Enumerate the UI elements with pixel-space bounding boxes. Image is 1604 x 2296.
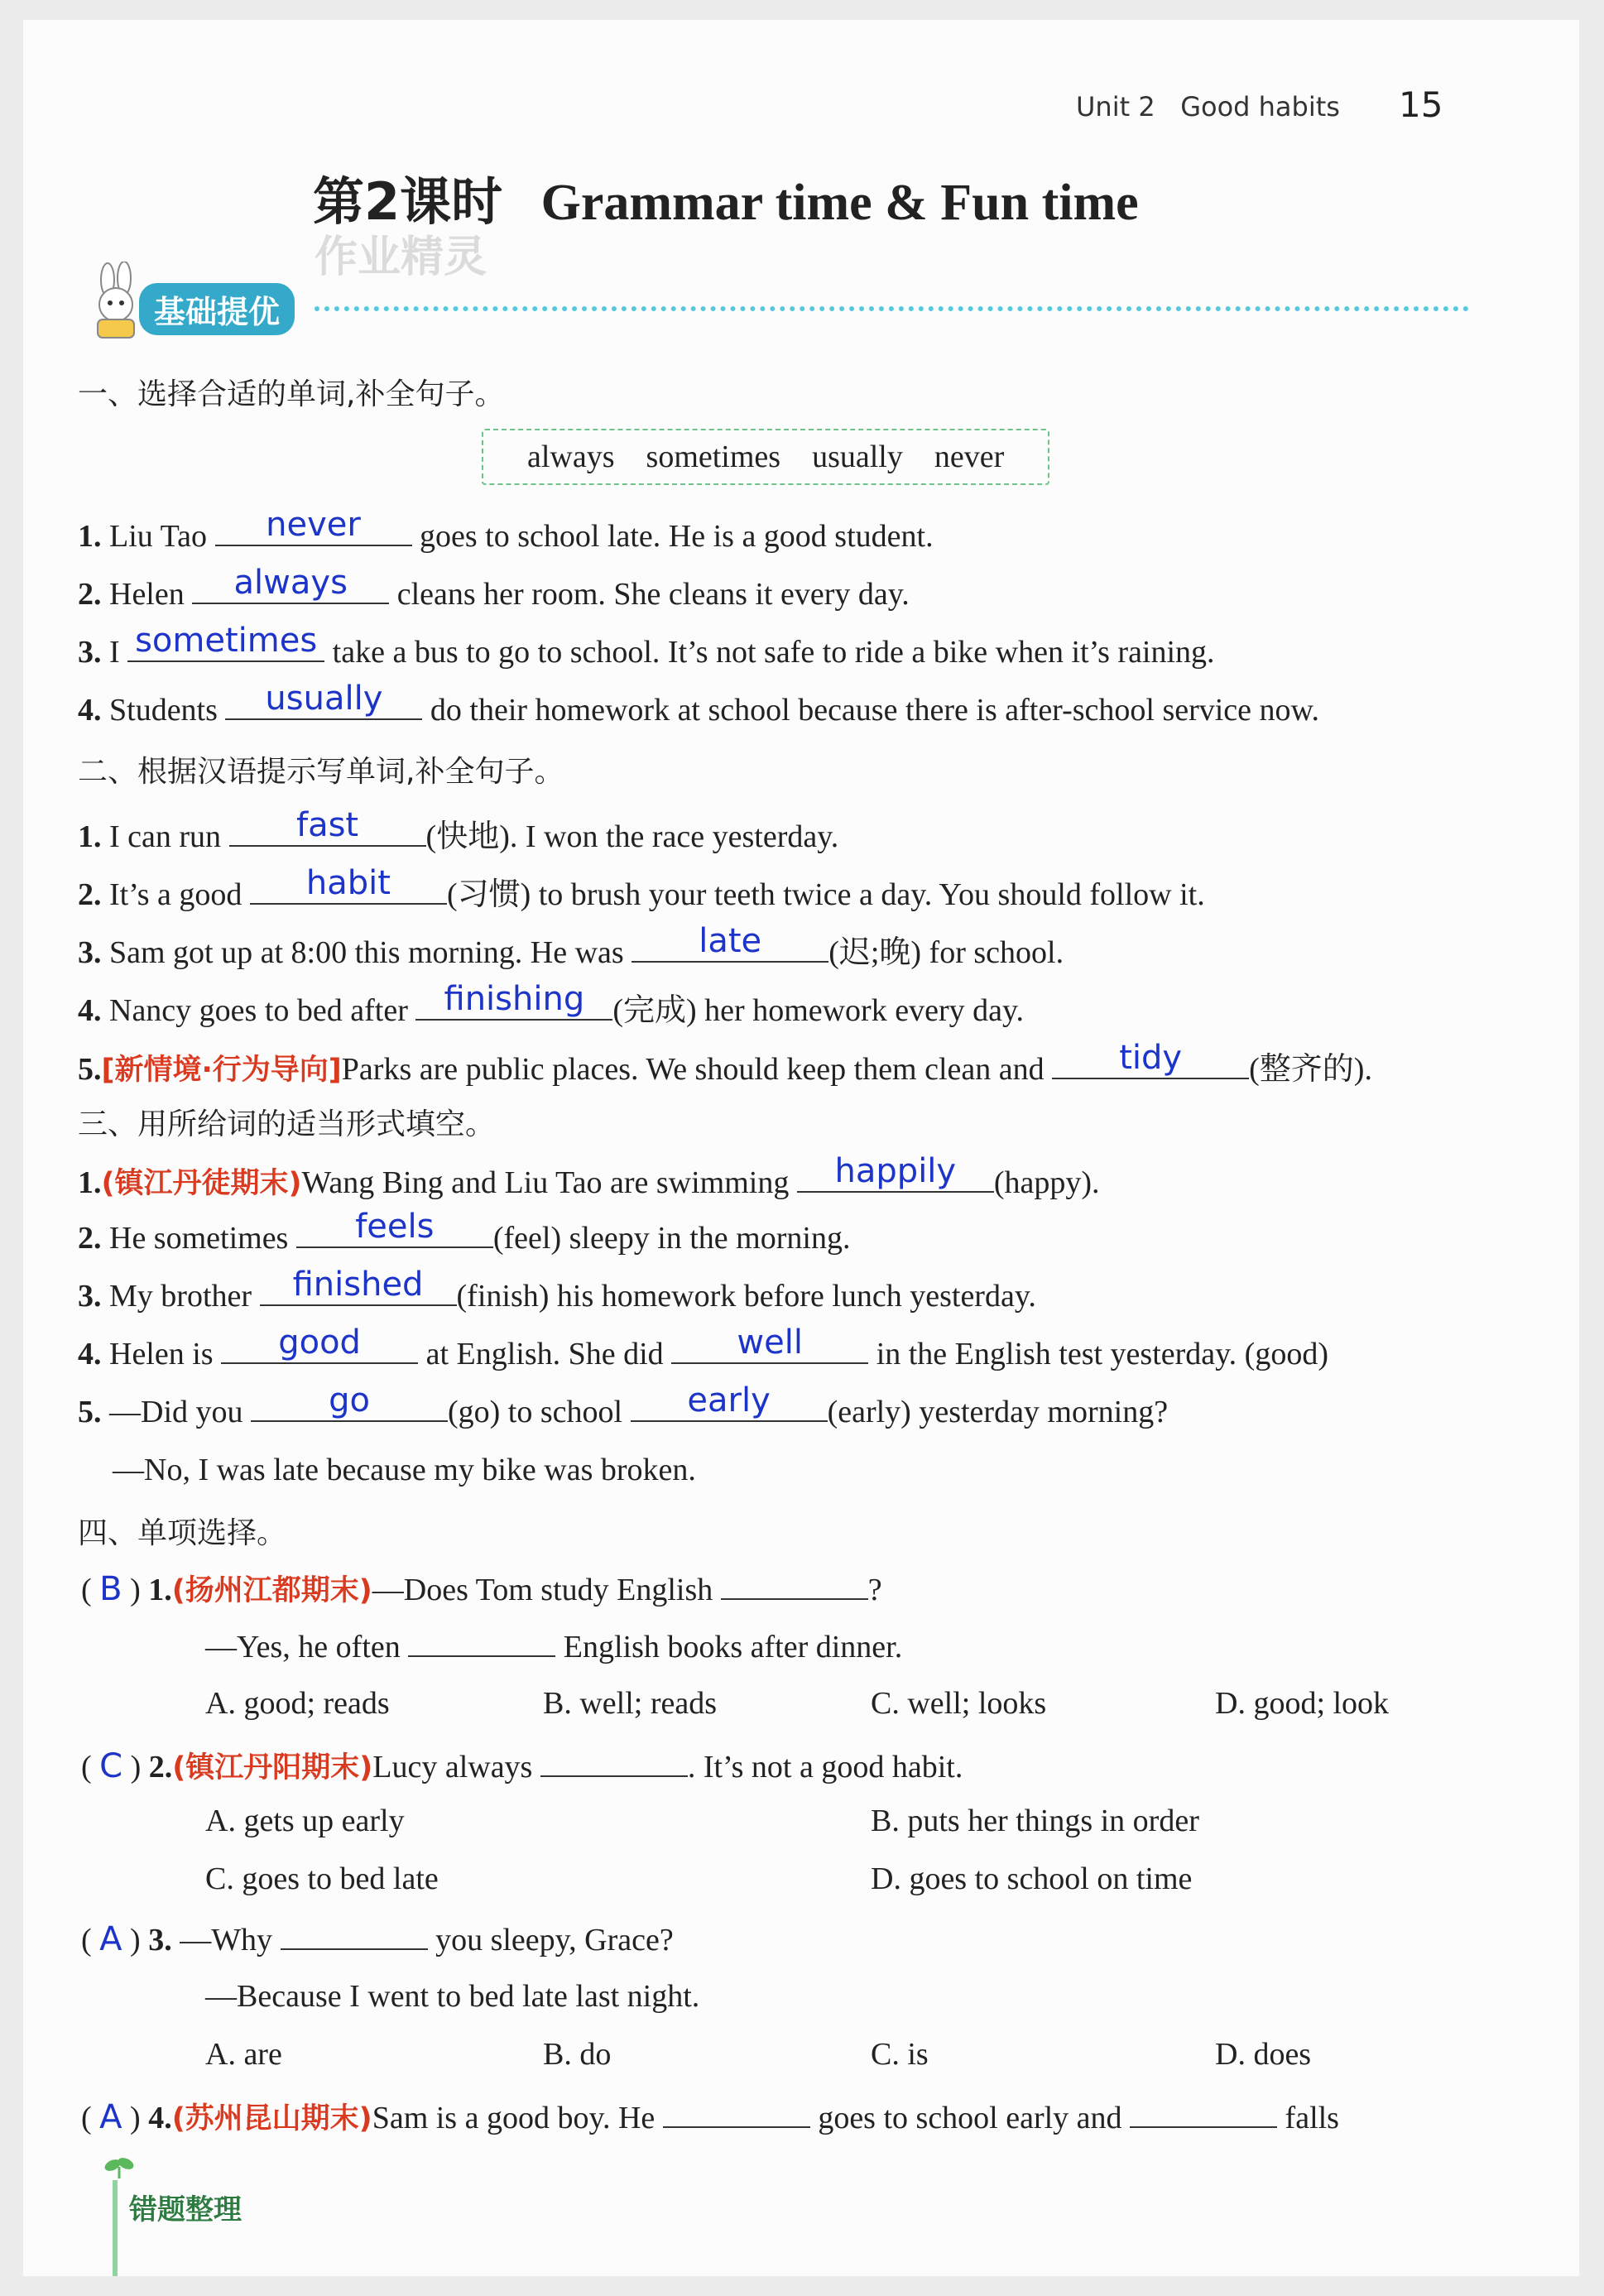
question-text: Wang Bing and Liu Tao are swimming [301, 1165, 797, 1200]
answer-text: well [737, 1323, 803, 1362]
s1-question-3 [78, 622, 1215, 670]
s4-question-4: ( A ) 4.(苏州昆山期末)Sam is a good boy. He goes to school early and falls [81, 2098, 1339, 2136]
question-number: 3. [148, 1923, 172, 1957]
s3-question-5 [78, 1381, 1169, 1430]
question-number: 3. [78, 1279, 102, 1314]
question-text: (完成) her homework every day. [612, 993, 1024, 1028]
question-text: you sleepy, Grace? [427, 1923, 674, 1957]
option-b[interactable]: B. do [543, 2037, 612, 2072]
answer-text: happily [834, 1152, 957, 1190]
lesson-number: 第2课时 [313, 171, 503, 232]
question-number: 5. [78, 1395, 102, 1429]
answer-text: never [266, 506, 361, 544]
sprout-icon [103, 2155, 136, 2178]
answer-text: go [329, 1381, 370, 1419]
answer-blank[interactable] [260, 1266, 457, 1306]
question-text: take a bus to go to school. It’s not safe to ride a bike when it’s raining. [324, 635, 1215, 670]
answer-text: usually [265, 680, 383, 718]
question-text: —Does Tom study English [372, 1573, 721, 1607]
question-number: 1. [148, 1573, 172, 1607]
s3-question-1 [78, 1152, 1100, 1202]
answer-blank[interactable] [721, 1570, 868, 1600]
s4-question-1: ( B ) 1.(扬州江都期末)—Does Tom study English ? [81, 1570, 882, 1608]
option-a[interactable]: A. are [205, 2037, 282, 2072]
question-text: He sometimes [109, 1221, 296, 1256]
answer-blank[interactable] [221, 1323, 418, 1364]
choice-answer[interactable]: B [99, 1570, 122, 1608]
s1-question-4 [78, 680, 1320, 728]
answer-blank[interactable] [250, 864, 447, 905]
option-b[interactable]: B. puts her things in order [871, 1804, 1199, 1838]
question-text: Helen is [109, 1337, 222, 1371]
question-text: (迟;晚) for school. [828, 935, 1064, 970]
answer-text: late [699, 922, 762, 960]
question-text: —Yes, he often [205, 1630, 409, 1664]
s2-question-4 [78, 980, 1024, 1030]
question-text: ? [867, 1573, 882, 1607]
source-tag: (镇江丹阳期末) [172, 1751, 373, 1784]
section2-heading: 二、根据汉语提示写单词,补全句子。 [78, 755, 564, 789]
s2-question-2 [78, 864, 1205, 914]
unit-number: Unit 2 [1076, 91, 1155, 122]
question-text: (happy). [993, 1165, 1100, 1200]
question-text: —Why [180, 1923, 281, 1957]
answer-blank[interactable] [296, 1208, 493, 1248]
section4-heading: 四、单项选择。 [78, 1516, 287, 1550]
question-text: (快地). I won the race yesterday. [425, 819, 839, 854]
answer-text: sometimes [135, 622, 318, 660]
unit-title: Good habits [1180, 91, 1340, 122]
s3-question-2 [78, 1208, 851, 1256]
answer-text: good [278, 1323, 361, 1362]
answer-text: feels [355, 1208, 435, 1246]
question-text: I [109, 635, 128, 670]
word-bank-item: usually [812, 440, 903, 474]
source-tag: (苏州昆山期末) [171, 2102, 372, 2135]
question-number: 3. [78, 635, 102, 670]
word-bank [482, 429, 1049, 485]
question-number: 2. [78, 577, 102, 612]
question-number: 2. [78, 877, 102, 912]
s4-question-3-reply: —Because I went to bed late last night. [205, 1979, 700, 2014]
question-number: 1. [78, 819, 102, 854]
question-text: (early) yesterday morning? [827, 1395, 1169, 1429]
answer-blank[interactable] [192, 564, 389, 604]
answer-blank[interactable] [127, 622, 324, 662]
question-text: My brother [109, 1279, 260, 1314]
question-text: English books after dinner. [555, 1630, 903, 1664]
question-text: I can run [109, 819, 229, 854]
answer-text: finishing [444, 980, 585, 1018]
section1-heading: 一、选择合适的单词,补全句子。 [78, 377, 505, 411]
s4-question-2: ( C ) 2.(镇江丹阳期末)Lucy always . It’s not a good habit. [81, 1747, 963, 1785]
answer-text: early [687, 1381, 771, 1419]
unit-label [1076, 91, 1340, 122]
answer-blank[interactable] [215, 506, 412, 546]
question-text: Parks are public places. We should keep them clean and [341, 1052, 1053, 1087]
option-a[interactable]: A. good; reads [205, 1686, 390, 1721]
answer-blank[interactable] [1052, 1039, 1249, 1079]
answer-text: always [233, 564, 348, 602]
option-d[interactable]: D. goes to school on time [871, 1861, 1193, 1896]
answer-text: finished [292, 1266, 424, 1304]
answer-blank[interactable] [631, 1381, 828, 1422]
option-c[interactable]: C. is [871, 2037, 929, 2072]
question-text: . It’s not a good habit. [687, 1750, 963, 1784]
question-number: 2. [148, 1750, 173, 1784]
question-text: cleans her room. She cleans it every day. [389, 577, 910, 612]
s3-question-5-reply: —No, I was late because my bike was broken. [113, 1453, 696, 1487]
choice-answer[interactable]: A [99, 2098, 122, 2136]
word-bank-item: sometimes [646, 440, 781, 474]
dotted-divider [315, 306, 1469, 311]
s1-question-1 [78, 506, 934, 555]
footer-bar [113, 2180, 118, 2276]
option-b[interactable]: B. well; reads [543, 1686, 718, 1721]
answer-blank[interactable] [415, 980, 612, 1021]
question-text: Nancy goes to bed after [109, 993, 416, 1028]
question-text: (feel) sleepy in the morning. [492, 1221, 851, 1256]
option-a[interactable]: A. gets up early [205, 1804, 405, 1838]
question-number: 4. [78, 693, 102, 728]
s3-question-4 [78, 1323, 1328, 1372]
s4-question-3: ( A ) 3. —Why you sleepy, Grace? [81, 1920, 674, 1958]
source-tag: (镇江丹徒期末) [101, 1167, 302, 1200]
answer-blank[interactable] [632, 922, 828, 963]
question-text: falls [1277, 2101, 1339, 2135]
question-number: 3. [78, 935, 102, 970]
option-c[interactable]: C. goes to bed late [205, 1861, 439, 1896]
workbook-page [23, 20, 1579, 2276]
question-number: 4. [78, 993, 102, 1028]
question-text: Students [109, 693, 226, 728]
answer-text: habit [305, 864, 391, 902]
question-text: Helen [109, 577, 193, 612]
answer-blank[interactable] [663, 2098, 810, 2128]
answer-blank[interactable] [229, 806, 426, 847]
question-text: (整齐的). [1249, 1052, 1372, 1087]
question-text: in the English test yesterday. (good) [868, 1337, 1328, 1371]
source-tag: [新情境·行为导向] [101, 1054, 342, 1087]
page-number: 15 [1399, 84, 1443, 125]
lesson-name: Grammar time & Fun time [540, 175, 1139, 231]
question-text: (go) to school [448, 1395, 631, 1429]
option-d[interactable]: D. does [1215, 2037, 1312, 2072]
s3-question-3 [78, 1266, 1036, 1314]
question-number: 1. [78, 519, 102, 554]
question-number: 2. [78, 1221, 102, 1256]
answer-blank[interactable] [251, 1381, 448, 1422]
answer-blank[interactable] [540, 1747, 688, 1777]
question-text: (习惯) to brush your teeth twice a day. You should follow it. [446, 877, 1205, 912]
answer-blank[interactable] [1130, 2098, 1277, 2128]
option-d[interactable]: D. good; look [1215, 1686, 1390, 1721]
source-tag: (扬州江都期末) [171, 1574, 372, 1607]
question-number: 1. [78, 1165, 102, 1200]
question-text: Sam is a good boy. He [372, 2101, 663, 2135]
s4-question-1-reply [205, 1627, 902, 1665]
watermark: 作业精灵 [315, 233, 487, 282]
question-text: (finish) his homework before lunch yesterday. [456, 1279, 1036, 1314]
section-badge: 基础提优 [139, 283, 295, 335]
question-text: goes to school late. He is a good student. [411, 519, 934, 554]
question-text: It’s a good [109, 877, 250, 912]
answer-blank[interactable] [225, 680, 422, 720]
option-c[interactable]: C. well; looks [871, 1686, 1047, 1721]
choice-answer[interactable]: C [99, 1747, 123, 1785]
word-bank-item: never [934, 440, 1005, 474]
s1-question-2 [78, 564, 910, 612]
question-text: —Did you [109, 1395, 251, 1429]
question-text: Liu Tao [109, 519, 215, 554]
error-notes-label: 错题整理 [129, 2193, 242, 2226]
question-text: goes to school early and [809, 2101, 1131, 2135]
section3-heading: 三、用所给词的适当形式填空。 [78, 1107, 496, 1141]
choice-answer[interactable]: A [99, 1920, 122, 1958]
answer-text: tidy [1119, 1039, 1183, 1077]
answer-blank[interactable] [408, 1627, 555, 1657]
question-number: 5. [78, 1052, 102, 1087]
question-text: do their homework at school because there is after-school service now. [422, 693, 1320, 728]
question-number: 4. [78, 1337, 102, 1371]
answer-blank[interactable] [281, 1920, 428, 1950]
answer-text: fast [295, 806, 359, 844]
question-text: at English. She did [418, 1337, 672, 1371]
question-number: 4. [148, 2101, 172, 2135]
s2-question-3 [78, 922, 1064, 972]
question-text: Lucy always [372, 1750, 540, 1784]
answer-blank[interactable] [797, 1152, 994, 1193]
s2-question-1 [78, 806, 839, 856]
question-text: Sam got up at 8:00 this morning. He was [109, 935, 632, 970]
s2-question-5 [78, 1039, 1372, 1088]
word-bank-item: always [527, 440, 615, 474]
answer-blank[interactable] [671, 1323, 868, 1364]
